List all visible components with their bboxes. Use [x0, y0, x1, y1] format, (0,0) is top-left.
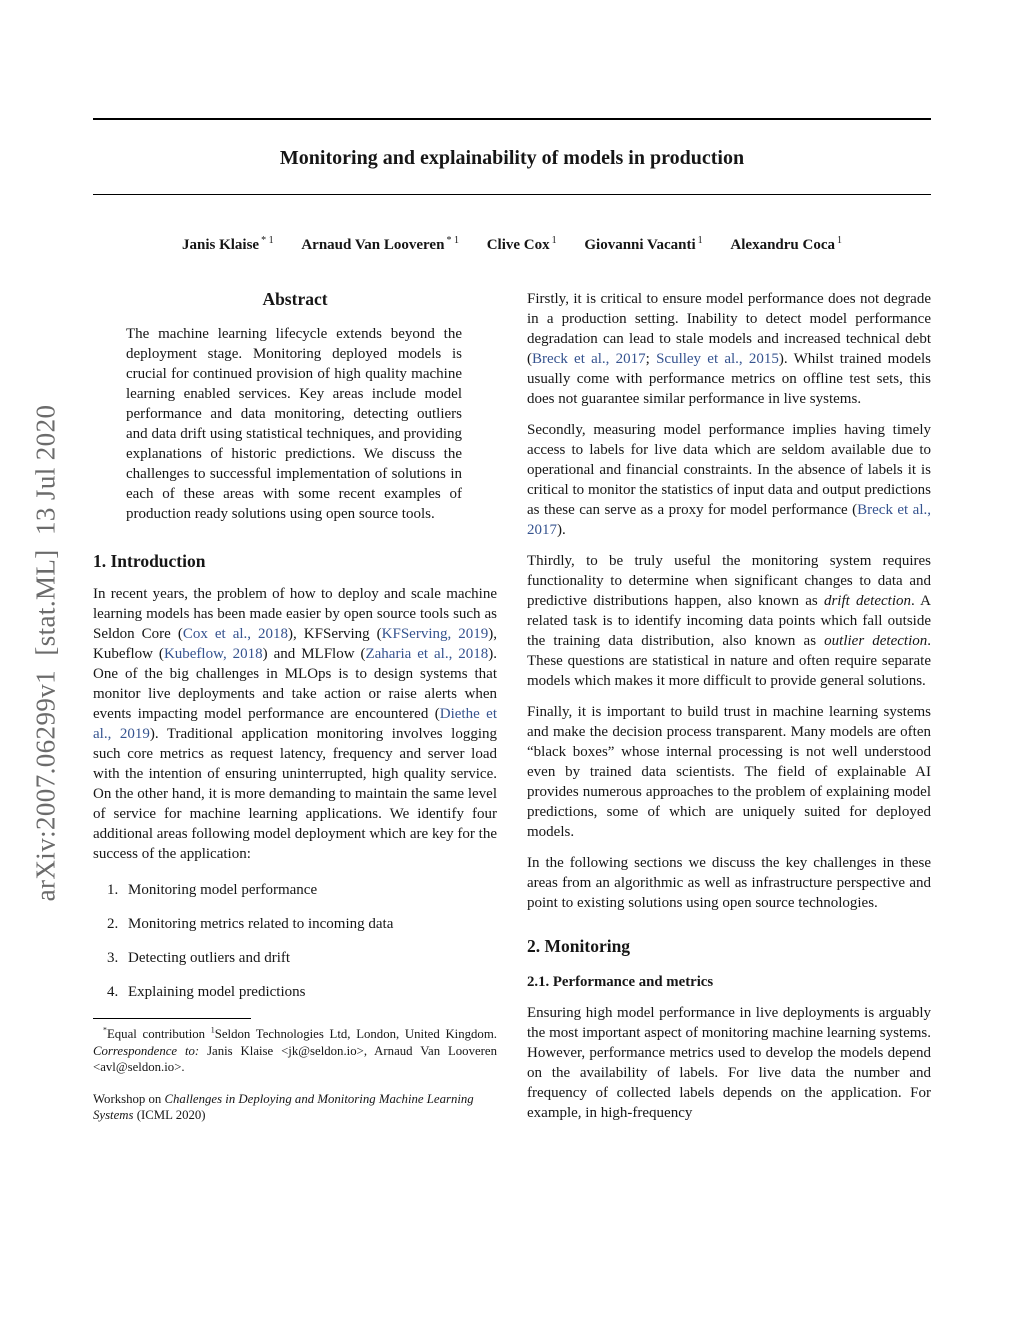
author-affiliation-marker: * 1 — [261, 235, 274, 247]
text-run: (ICML 2020) — [133, 1108, 206, 1123]
footnote-rule — [93, 1018, 251, 1019]
text-run: ), KFServing ( — [288, 626, 382, 643]
list-item — [107, 914, 497, 934]
text-run: Challenges in Deploying and Monitoring Machine Learning Systems — [93, 1091, 474, 1123]
body-paragraph — [527, 1003, 931, 1123]
list-item-number: 1. — [107, 882, 119, 899]
text-run: Janis Klaise <jk@seldon.io>, Arnaud Van Looveren <avl@seldon.io>. — [93, 1043, 497, 1075]
body-paragraph — [527, 420, 931, 540]
text-run: Seldon Technologies Ltd, London, United Kingdom. — [214, 1027, 497, 1042]
workshop-note — [93, 1091, 497, 1124]
section-heading-introduction: 1. Introduction — [93, 551, 206, 572]
paper-page — [93, 0, 931, 1134]
author-name: Arnaud Van Looveren — [301, 237, 445, 254]
text-run: ; — [645, 351, 657, 368]
list-item-text: Explaining model predictions — [128, 984, 306, 1001]
numbered-list — [107, 880, 497, 1002]
paper-title: Monitoring and explainability of models in production — [279, 147, 745, 169]
intro-paragraph — [93, 584, 497, 864]
author-name: Giovanni Vacanti — [584, 237, 696, 254]
author-name: Janis Klaise — [181, 237, 260, 254]
list-item-text: Monitoring model performance — [128, 882, 318, 899]
list-item-number: 4. — [107, 984, 119, 1001]
list-item-number: 3. — [107, 950, 119, 967]
text-run: . These questions are statistical in nature and often require separate models which makes it more difficult to provide general solutions. — [527, 633, 931, 690]
text-run: ). Whilst trained models usually come with performance metrics on offline test sets, this does not guarantee similar performance in live systems. — [527, 351, 932, 408]
citation-link[interactable]: Breck et al., 2017 — [527, 502, 931, 539]
text-run: Workshop on — [93, 1091, 165, 1106]
text-run: drift detection — [823, 593, 911, 610]
arxiv-watermark: arXiv:2007.06299v1 [stat.ML] 13 Jul 2020 — [30, 404, 61, 902]
author — [182, 237, 274, 253]
text-run: Equal contribution — [106, 1027, 211, 1042]
text-run: outlier detection — [824, 633, 928, 650]
citation-link[interactable]: Zaharia et al., 2018 — [365, 646, 489, 663]
text-run: In the following sections we discuss the key challenges in these areas from an algorithmic as well as infrastructure perspective and point to existing solutions using open source technologies. — [527, 855, 931, 912]
subsection-heading-performance-metrics: 2.1. Performance and metrics — [527, 974, 714, 991]
author-affiliation-marker: 1 — [697, 235, 703, 247]
citation-link[interactable]: Breck et al., 2017 — [532, 351, 646, 368]
citation-link[interactable]: KFServing, 2019 — [381, 626, 489, 643]
text-run: ). Traditional application monitoring involves logging such core metrics as request latency, frequency and server load with the intention of ensuring uninterrupted, high quality service. On the other hand, it is more demanding to maintain the same level of service for machine learning applications. We identify four additional areas following model deployment which are key for the success of the application: — [93, 726, 497, 863]
author-line — [93, 235, 931, 255]
citation-link[interactable]: Diethe et al., 2019 — [93, 706, 498, 743]
text-run: ), Kubeflow ( — [93, 626, 498, 663]
text-run: Secondly, measuring model performance implies having timely access to labels for live data which are seldom available due to operational and financial constraints. In the absence of labels it is critical to monitor the statistics of input data and output predictions as these can serve as a proxy for model performance ( — [527, 422, 931, 519]
text-run: ). One of the big challenges in MLOps is to design systems that monitor live deployments and take action or raise alerts when events impacting model performance are encountered ( — [93, 646, 498, 723]
citation-link[interactable]: Cox et al., 2018 — [182, 626, 289, 643]
text-run: In recent years, the problem of how to deploy and scale machine learning models has been made easier by open source tools such as Seldon Core ( — [93, 586, 497, 643]
author — [301, 237, 459, 253]
text-run: 1 — [210, 1026, 215, 1036]
title-rule-bottom — [93, 194, 931, 195]
two-column-body — [93, 289, 931, 1134]
body-paragraph — [527, 702, 931, 842]
text-run: * — [103, 1026, 107, 1036]
author — [487, 237, 557, 253]
list-item-text: Monitoring metrics related to incoming data — [128, 916, 394, 933]
body-paragraph — [527, 551, 931, 691]
right-column — [527, 289, 931, 1134]
list-item-number: 2. — [107, 916, 119, 933]
list-item — [107, 880, 497, 900]
section-heading-monitoring: 2. Monitoring — [527, 936, 631, 957]
text-run: Finally, it is important to build trust in machine learning systems and make the decision process transparent. Many models are often “black boxes” whose internal processing is not well understood even by trained data scientists. The field of explainable AI provides numerous approaches to the problem of explaining model predictions, some of which are uniquely suited for deployed models. — [527, 704, 931, 841]
text-run: Ensuring high model performance in live deployments is arguably the most important aspect of monitoring machine learning systems. However, performance metrics used to develop the models depend on the availability of labels. For live data the number and frequency of collected labels depends on the application. For example, in high-frequency — [527, 1005, 931, 1122]
footnote-text — [93, 1026, 497, 1076]
author-affiliation-marker: 1 — [551, 235, 557, 247]
text-run: Correspondence to: — [93, 1043, 200, 1058]
abstract-heading: Abstract — [262, 289, 328, 310]
author-affiliation-marker: 1 — [837, 235, 842, 247]
citation-link[interactable]: Kubeflow, 2018 — [163, 646, 263, 663]
text-run: ). — [557, 522, 566, 539]
citation-link[interactable]: Sculley et al., 2015 — [656, 351, 779, 368]
left-column — [93, 289, 497, 1124]
text-run: Firstly, it is critical to ensure model performance does not degrade in a production setting. Inability to detect model performance degradation can lead to stale models and increased technical debt ( — [527, 291, 931, 368]
text-run: . A related task is to identify incoming data points which fall outside the training data distribution, also known as — [527, 593, 931, 650]
list-item — [107, 948, 497, 968]
abstract-text: The machine learning lifecycle extends beyond the deployment stage. Monitoring deployed models is crucial for continued provision of high quality machine learning enabled services. Key areas include model performance and data monitoring, detecting outliers and data drift using statistical techniques, and providing explanations of historic predictions. We discuss the challenges to successful implementation of solutions in each of these areas with some recent examples of production ready solutions using open source tools. — [126, 326, 462, 523]
author-name: Alexandru Coca — [730, 237, 835, 254]
author-name: Clive Cox — [486, 237, 550, 254]
title-rule-top — [93, 118, 931, 120]
author-affiliation-marker: * 1 — [446, 235, 459, 247]
body-paragraph — [527, 853, 931, 913]
text-run: ) and MLFlow ( — [262, 646, 366, 663]
list-item — [107, 982, 497, 1002]
body-paragraph — [527, 289, 931, 409]
list-item-text: Detecting outliers and drift — [128, 950, 291, 967]
author — [730, 237, 842, 253]
author — [584, 237, 702, 253]
text-run: Thirdly, to be truly useful the monitoring system requires functionality to determine when significant changes to data and predictive distributions happen, also known as — [527, 553, 931, 610]
